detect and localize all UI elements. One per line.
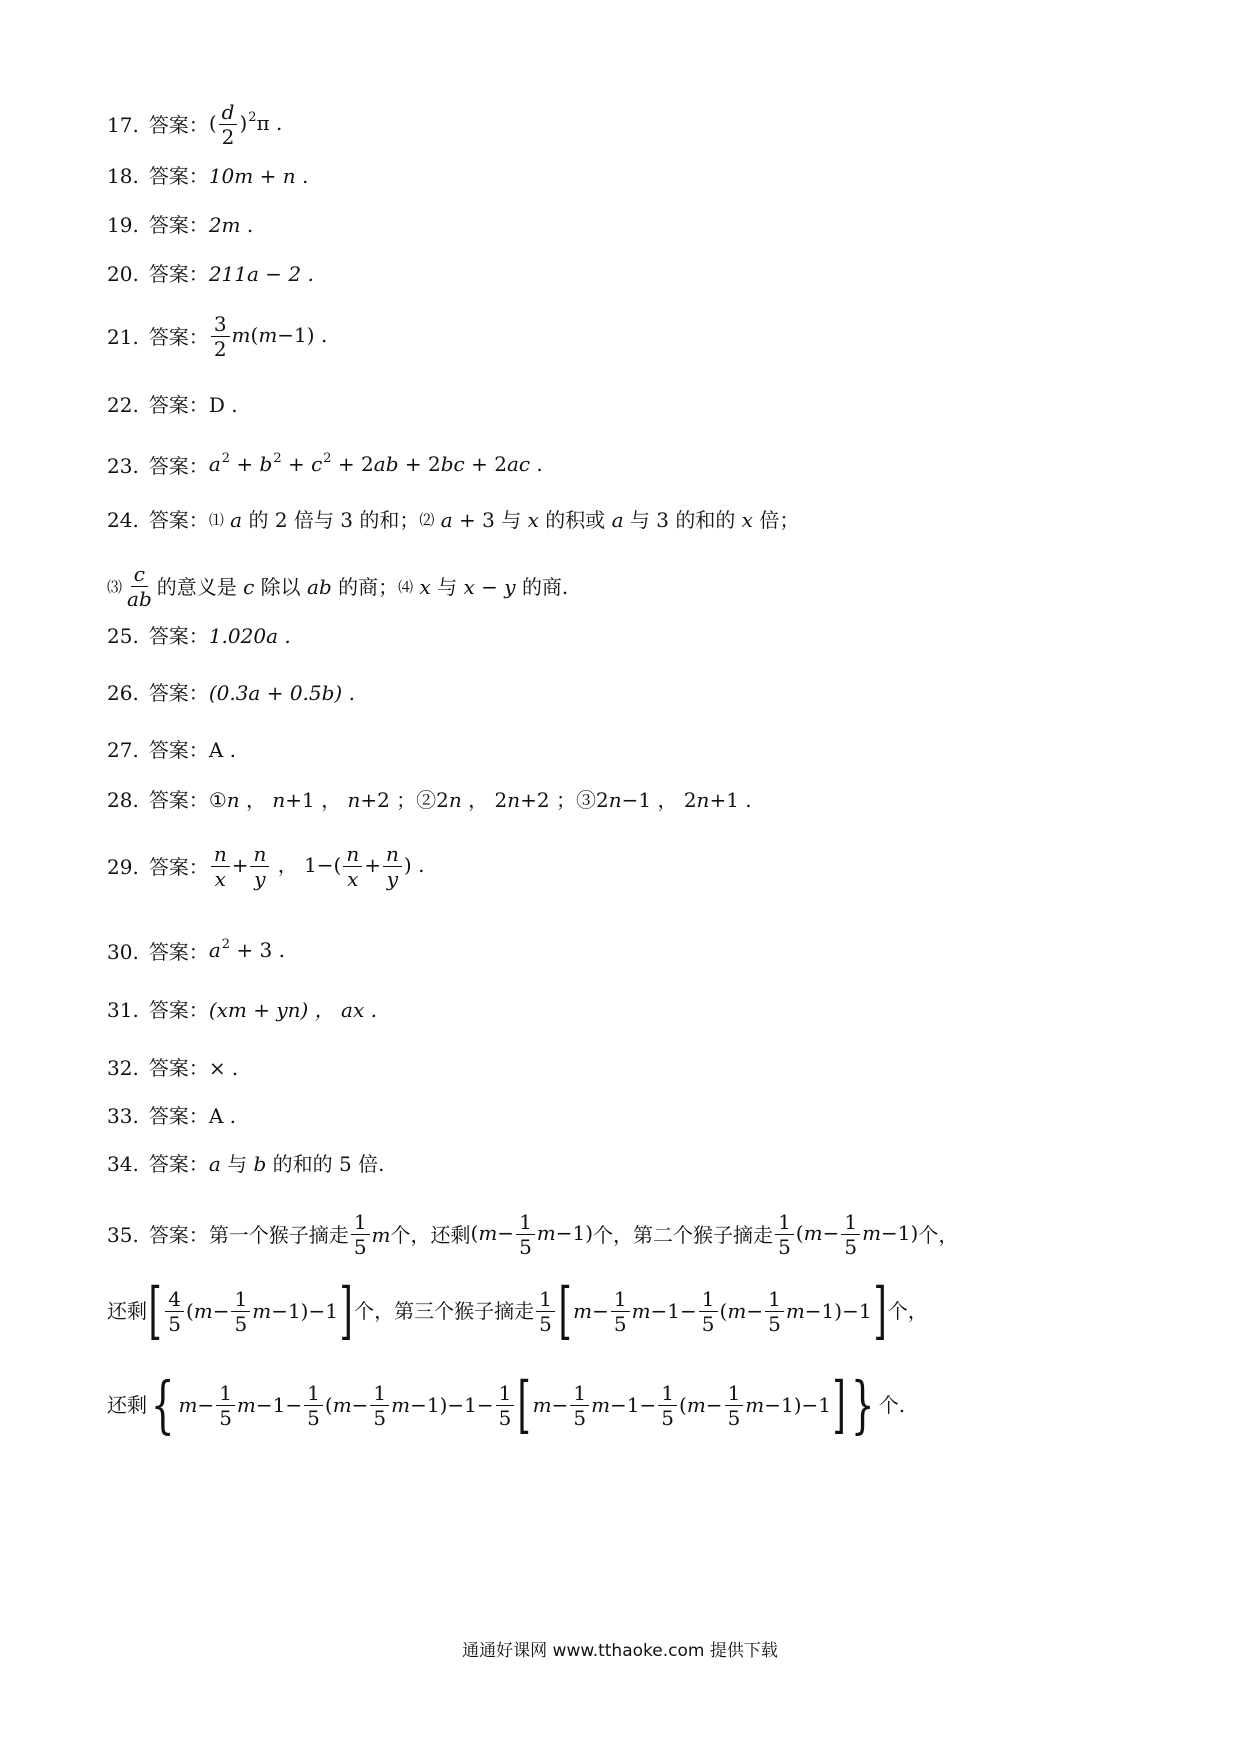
formula: $\frac{3}{2}$ m(m−1) . [209, 312, 327, 361]
answer-21 [107, 312, 327, 361]
answer-24-continued: ⑶ $\frac{c}{ab}$ 的意义是 c 除以 ab 的商； ⑷ x 与 x − y 的商. [107, 562, 569, 611]
answer-23 [107, 452, 543, 480]
item-number: 20. [107, 262, 139, 286]
item-number: 34. [107, 1152, 139, 1176]
formula: A . [208, 738, 236, 762]
formula: $a^2 + b^2 + c^2 + 2ab + 2bc + 2ac$ . [208, 451, 543, 476]
answer-text: 个，第二个猴子摘走 [593, 1222, 774, 1247]
sub-marker: ⑷ [398, 577, 414, 596]
formula: (xm + yn) ， ax . [208, 998, 377, 1022]
answer-label: 答案： [148, 940, 209, 964]
item-number: 27. [107, 738, 139, 762]
answer-18 [107, 164, 308, 188]
answer-text: 的商； [338, 574, 399, 599]
answer-label: 答案： [148, 262, 209, 286]
sub-marker: ⑵ [419, 511, 435, 529]
formula: D . [208, 393, 238, 417]
formula: $\frac{n}{x}$ + $\frac{n}{y}$ ， 1−( $\frac{n}{x}$ + $\frac{n}{y}$ ) . [209, 842, 425, 891]
sub-marker: ⑴ [208, 511, 224, 529]
answer-28 [107, 788, 752, 812]
answer-text: 个，第三个猴子摘走 [354, 1299, 535, 1323]
formula: ①n ， n+1 ， n+2 ；②2n ， 2n+2 ；③2n−1 ， 2n+1 . [208, 788, 752, 812]
answer-label: 答案： [148, 854, 209, 879]
item-number: 24. [107, 508, 139, 532]
answer-label: 答案： [148, 213, 209, 237]
item-number: 23. [107, 454, 139, 478]
answer-text: 倍； [759, 508, 800, 532]
formula: A . [208, 1104, 236, 1128]
formula: 1.020a . [208, 624, 291, 648]
answer-text: 个. [878, 1393, 906, 1417]
answer-35-continued: 还剩 [ $\frac{4}{5}$ ( m − $\frac{1}{5}$ m −1)−1 ] 个，第三个猴子摘走 $\frac{1}{5}$ [ m − $\frac{1}{5}$ m −1− $\frac{1}{5}$ ( m − $\frac{1}{5}$ m −1)−1 ] 个， [107, 1274, 928, 1347]
answer-label: 答案： [148, 1056, 209, 1080]
formula: × . [208, 1056, 239, 1080]
answer-text: 的积或 [545, 508, 606, 532]
formula: (0.3a + 0.5b) . [208, 681, 355, 705]
sub-marker: ⑶ [107, 577, 123, 596]
answer-text: 的意义是 [156, 574, 237, 599]
answer-33 [107, 1104, 236, 1128]
answer-label: 答案： [148, 324, 209, 349]
answer-27 [107, 738, 236, 762]
item-number: 30. [107, 940, 139, 964]
answer-label: 答案： [148, 998, 209, 1022]
answer-label: 答案： [148, 788, 209, 812]
answer-30 [107, 938, 285, 966]
answer-35: 35. 答案： 第一个猴子摘走 $\frac{1}{5}$ m 个，还剩 (m− $\frac{1}{5}$ m−1) 个，第二个猴子摘走 $\frac{1}{5}$ (m− $\frac{1}{5}$ m−1) 个， [107, 1210, 959, 1259]
answer-text: 第一个猴子摘走 [208, 1222, 349, 1247]
answer-20 [107, 262, 314, 286]
answer-text: 还剩 [107, 1393, 147, 1417]
formula: 2m . [208, 213, 254, 237]
item-number: 28. [107, 788, 139, 812]
item-number: 21. [107, 324, 139, 349]
answer-22 [107, 393, 238, 417]
answer-32 [107, 1056, 238, 1080]
answer-17 [107, 100, 282, 149]
answer-label: 答案： [148, 393, 209, 417]
answer-label: 答案： [148, 681, 209, 705]
item-number: 17. [107, 112, 139, 137]
answer-text: 与 [437, 574, 458, 599]
answer-text: 与 [501, 508, 522, 532]
answer-text: 的 2 倍与 3 的和； [248, 508, 420, 532]
item-number: 33. [107, 1104, 139, 1128]
answer-35-final: 还剩 { m − $\frac{1}{5}$ m −1− $\frac{1}{5}$ ( m − $\frac{1}{5}$ m −1)−1− $\frac{1}{5}$ [ m − $\frac{1}{5}$ m −1− $\frac{1}{5}$ ( m − $\frac{1}{5}$ m −1)−1 ] } 个. [107, 1368, 906, 1441]
answer-29 [107, 842, 424, 891]
answer-text: 个， [887, 1299, 928, 1323]
answer-text: 的商. [521, 574, 569, 599]
answer-34: 34. 答案： a 与 b 的和的 5 倍. [107, 1152, 385, 1176]
answer-25 [107, 624, 291, 648]
answer-text: 个，还剩 [390, 1222, 471, 1247]
answer-label: 答案： [148, 112, 209, 137]
formula: ( $\frac{d}{2}$ )$^2$π . [208, 100, 283, 149]
answer-label: 答案： [148, 624, 209, 648]
item-number: 32. [107, 1056, 139, 1080]
item-number: 25. [107, 624, 139, 648]
formula: 10m + n . [208, 164, 309, 188]
answer-label: 答案： [148, 1152, 209, 1176]
item-number: 29. [107, 854, 139, 879]
answer-label: 答案： [148, 454, 209, 478]
answer-label: 答案： [148, 1222, 209, 1247]
answer-label: 答案： [148, 1104, 209, 1128]
item-number: 31. [107, 998, 139, 1022]
answer-text: 与 [227, 1152, 248, 1176]
answer-24: 24. 答案： ⑴ a 的 2 倍与 3 的和； ⑵ a + 3 与 x 的积或 a 与 3 的和的 x 倍； [107, 508, 800, 532]
answer-text: 还剩 [107, 1299, 147, 1323]
answer-19 [107, 213, 253, 237]
answer-31 [107, 998, 377, 1022]
answer-label: 答案： [148, 508, 209, 532]
item-number: 18. [107, 164, 139, 188]
formula: $a^2 + 3$ . [208, 937, 285, 962]
answer-text: 除以 [260, 574, 301, 599]
item-number: 35. [107, 1222, 139, 1247]
answer-text: 的和的 5 倍. [272, 1152, 385, 1176]
answer-label: 答案： [148, 738, 209, 762]
formula: 211a − 2 . [208, 262, 314, 286]
answer-label: 答案： [148, 164, 209, 188]
item-number: 19. [107, 213, 139, 237]
item-number: 26. [107, 681, 139, 705]
answer-26 [107, 681, 355, 705]
item-number: 22. [107, 393, 139, 417]
answer-text: 个， [918, 1222, 959, 1247]
answer-text: 与 3 的和的 [629, 508, 736, 532]
page-footer: 通通好课网 www.tthaoke.com 提供下载 [462, 1641, 778, 1661]
